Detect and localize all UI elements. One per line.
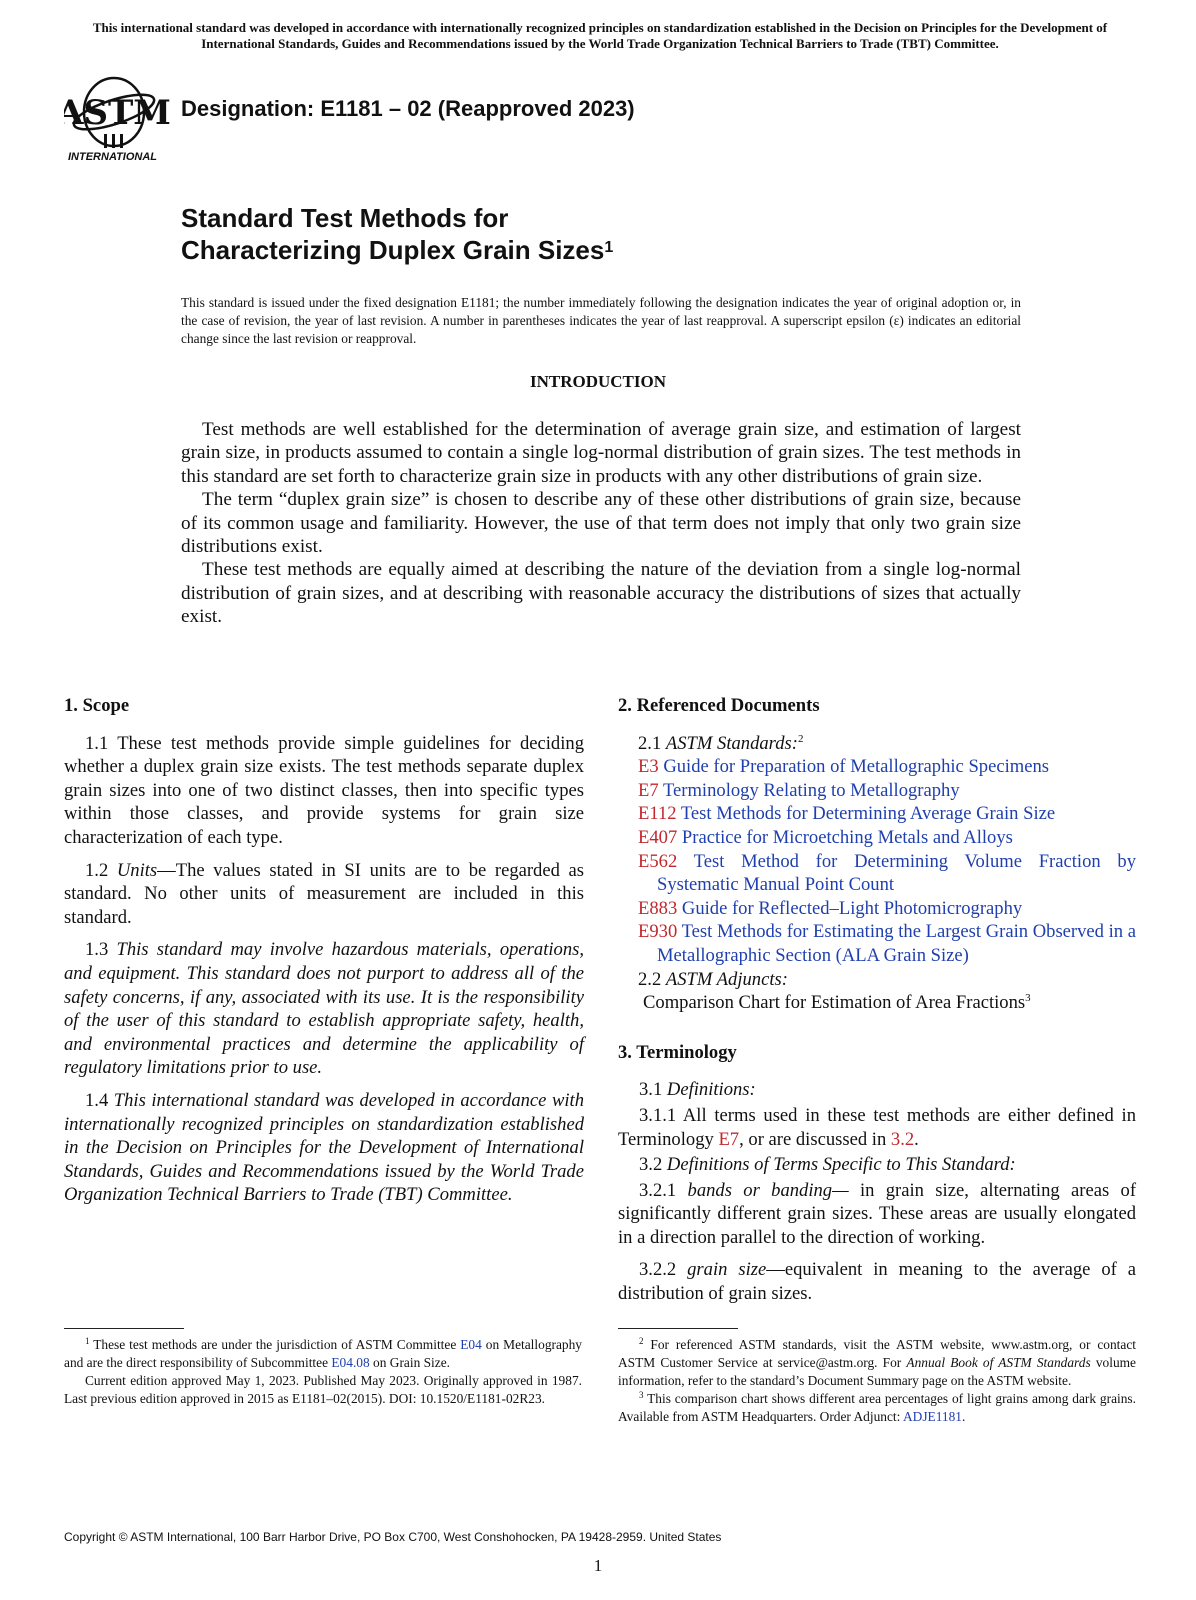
intro-paragraph: These test methods are equally aimed at describing the nature of the deviation from a single log-normal distribution of grain sizes, and at describing with reasonable accuracy the distributions of sizes that actually exist. [181,559,1021,628]
introduction-heading: INTRODUCTION [529,372,667,391]
footnote-divider-left [64,1328,184,1329]
footnote-divider-right [618,1328,738,1329]
adjunct-item: Comparison Chart for Estimation of Area Fractions$^3$ [643,992,1031,1014]
designation: Designation: E1181 – 02 (Reapproved 2023) [181,96,635,121]
terminology-3-2-1: 3.2.1 bands or banding— in grain size, alternating areas of significantly different grain sizes. These areas are usually elongated in a direction parallel to the direction of working. [618,1179,1137,1248]
footnote-3: $^3$ This comparison chart shows different area percentages of light grains among dark grains. Available from ASTM Headquarters. Order Adjunct: ADJE1181. [618,1390,1136,1424]
link-section-3-2[interactable]: 3.2 [890,1128,915,1150]
issuance-note: This standard is issued under the fixed designation E1181; the number immediately following the designation indicates the year of original adoption or, in the case of revision, the year of last revision. A number in parentheses indicates the year of last reapproval. A superscript epsilon (ε) indicates an editorial change since the last revision or reapproval. [181,295,1021,346]
reference-item[interactable]: E3 Guide for Preparation of Metallographic Specimens [638,756,1050,778]
terminology-3-2: 3.2 Definitions of Terms Specific to This Standard: [639,1154,1016,1176]
scope-1-1: 1.1 These test methods provide simple guidelines for deciding whether a duplex grain size exists. The test methods separate duplex grain sizes into one of two distinct classes, then into specific types within those classes, and provide systems for grain size characterization of each type. [64,732,584,848]
astm-logo-icon [64,72,170,164]
page-number: 1 [593,1556,603,1575]
terminology-3-1: 3.1 Definitions: [639,1079,756,1101]
terminology-heading: 3. Terminology [618,1041,737,1063]
astm-adjuncts-subheading: 2.2 ASTM Adjuncts: [638,968,788,990]
logo-wordmark: ASTM [64,93,170,133]
reference-item[interactable]: E562 Test Method for Determining Volume Fraction by Systematic Manual Point Count [638,850,1136,896]
reference-item[interactable]: E930 Test Methods for Estimating the Largest Grain Observed in a Metallographic Section (ALA Grain Size) [638,921,1137,966]
terminology-3-1-1: 3.1.1 All terms used in these test methods are either defined in Terminology E7, or are discussed in 3.2. [618,1104,1136,1150]
footnote-2: $^2$ For referenced ASTM standards, visit the ASTM website, www.astm.org, or contact ASTM Customer Service at service@astm.org. For Annual Book of ASTM Standards volume information, refer to the standard’s Document Summary page on the ASTM website. [618,1336,1137,1388]
right-column [618,694,1136,1315]
link-e04-08[interactable]: E04.08 [331,1355,370,1370]
footnote-1-edition: Current edition approved May 1, 2023. Published May 2023. Originally approved in 1987. Last previous edition approved in 2015 as E1181–02(2015). DOI: 10.1520/E1181-02R23. [64,1373,582,1406]
intro-paragraph: The term “duplex grain size” is chosen to describe any of these other distributions of grain size, because of its common usage and familiarity. However, the use of that term does not imply that only two grain size distributions exist. [181,489,1021,558]
footnote-right [618,1336,1136,1426]
referenced-documents-heading: 2. Referenced Documents [618,695,820,716]
copyright-line: Copyright © ASTM International, 100 Barr Harbor Drive, PO Box C700, West Conshohocken, PA 19428-2959. United States [64,1530,722,1544]
intro-paragraph: Test methods are well established for the determination of average grain size, and estimation of largest grain size, in products assumed to contain a single log-normal distribution of grain sizes. The test methods in this standard are set forth to characterize grain size in products with any other distributions of grain size. [181,419,1021,487]
reference-item[interactable]: E407 Practice for Microetching Metals and Alloys [638,826,1013,848]
reference-item[interactable]: E7 Terminology Relating to Metallography [638,779,960,801]
astm-standards-subheading: 2.1 ASTM Standards:$^2$ [638,732,804,754]
scope-1-4: 1.4 This international standard was developed in accordance with internationally recognized principles on standardization established in the Decision on Principles for the Development of International Standards, Guides and Recommendations issued by the World Trade Organization Technical Barriers to Trade (TBT) Committee. [64,1089,585,1206]
footnote-left [64,1336,582,1408]
link-adje1181[interactable]: ADJE1181 [902,1409,962,1424]
astm-logo [64,72,170,164]
title-line-2: Characterizing Duplex Grain Sizes [181,235,605,265]
scope-1-2: 1.2 Units—The values stated in SI units are to be regarded as standard. No other units of measurement are included in this standard. [64,859,585,928]
introduction-body [181,418,1021,629]
scope-heading: 1. Scope [64,695,130,716]
reference-item[interactable]: E883 Guide for Reflected–Light Photomicrography [638,897,1023,919]
top-notice: This international standard was developed in accordance with internationally recognized principles on standardization established in the Decision on Principles for the Development of International Standards, Guides and Recommendations issued by the World Trade Organization Technical Barriers to Trade (TBT) Committee. [92,20,1108,51]
title-line-1: Standard Test Methods for [181,203,509,233]
document-title [181,202,613,266]
scope-1-3: 1.3 This standard may involve hazardous materials, operations, and equipment. This standard does not purport to address all of the safety concerns, if any, associated with its use. It is the responsibility of the user of this standard to establish appropriate safety, health, and environmental practices and determine the applicability of regulatory limitations prior to use. [64,939,585,1079]
logo-caption: INTERNATIONAL [68,151,158,163]
left-column [64,694,584,1216]
link-e04[interactable]: E04 [460,1337,482,1352]
reference-item[interactable]: E112 Test Methods for Determining Average Grain Size [638,803,1056,825]
terminology-3-2-2: 3.2.2 grain size—equivalent in meaning to the average of a distribution of grain sizes. [618,1259,1136,1305]
link-e7[interactable]: E7 [718,1128,740,1150]
footnote-1: $^1$ These test methods are under the jurisdiction of ASTM Committee E04 on Metallography and are the direct responsibility of Subcommittee E04.08 on Grain Size. [64,1336,583,1370]
title-footnote-ref: 1 [604,239,614,256]
